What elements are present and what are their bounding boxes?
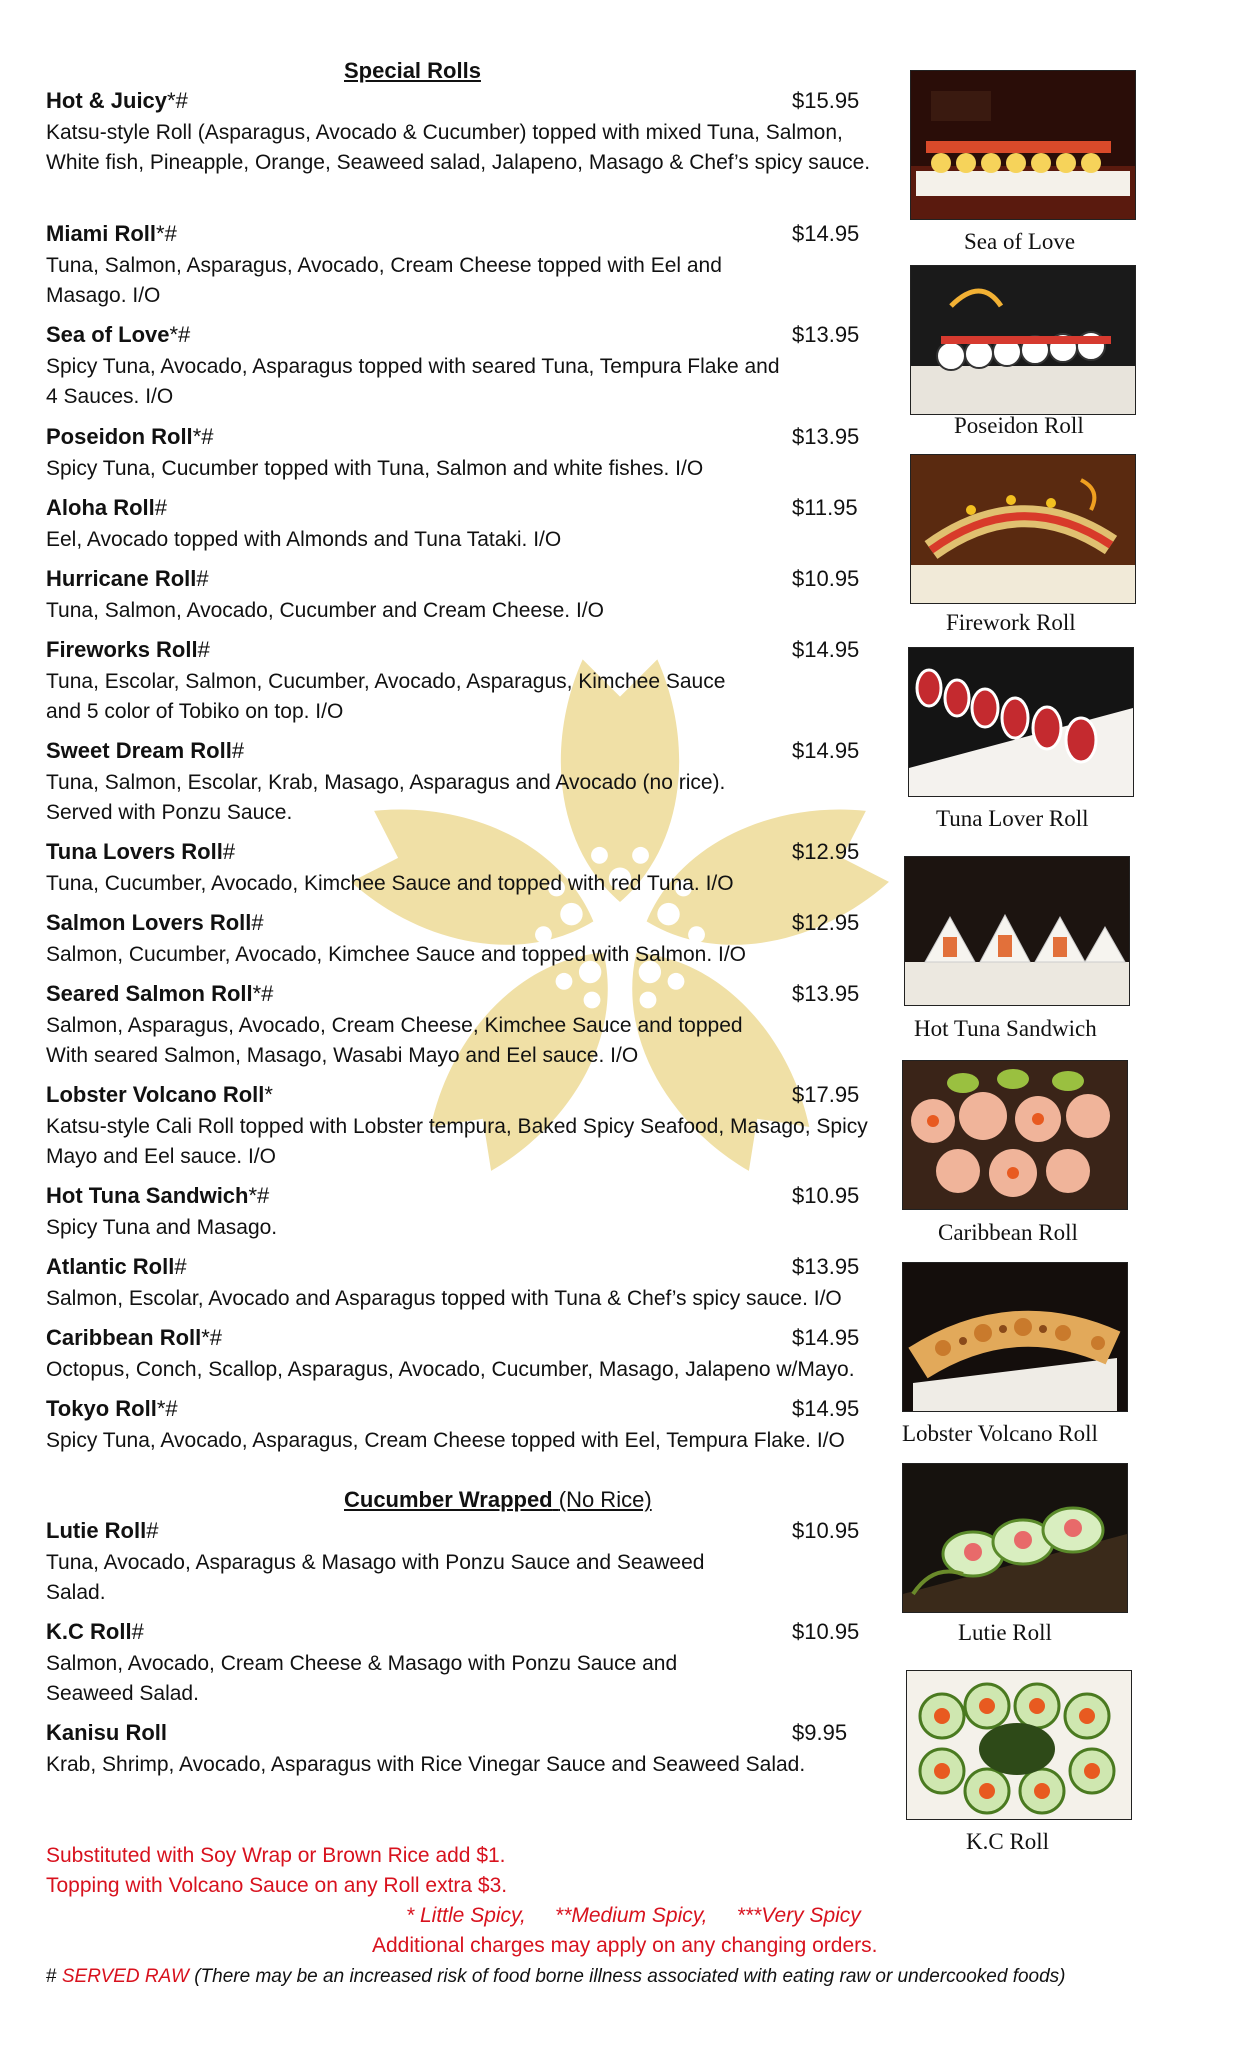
item-name: Tuna Lovers Roll#: [46, 839, 236, 864]
item-description: Salmon, Escolar, Avocado and Asparagus topped with Tuna & Chef’s spicy sauce. I/O: [46, 1287, 842, 1310]
photo-caption: Poseidon Roll: [954, 413, 1084, 438]
menu-item: [46, 322, 906, 412]
menu-item: [46, 1518, 906, 1608]
item-name: Sea of Love*#: [46, 322, 191, 347]
cucumber-wrapped-heading: Cucumber Wrapped (No Rice): [344, 1487, 652, 1512]
item-name: Caribbean Roll*#: [46, 1325, 223, 1350]
item-price: $13.95: [792, 424, 860, 449]
item-price: $11.95: [792, 495, 858, 520]
menu-item: [46, 221, 906, 311]
sushi-photo-icon: [902, 1463, 1128, 1613]
sushi-photo-icon: [910, 454, 1136, 604]
item-price: $13.95: [792, 322, 860, 347]
special-rolls-heading: Special Rolls: [344, 58, 481, 83]
photo-caption: K.C Roll: [966, 1829, 1050, 1854]
item-price: $10.95: [792, 1183, 860, 1208]
item-name: Sweet Dream Roll#: [46, 738, 245, 763]
menu-item: [46, 1396, 906, 1456]
item-name: Hurricane Roll#: [46, 566, 209, 591]
photo-caption: Firework Roll: [946, 610, 1076, 635]
item-description: Spicy Tuna, Cucumber topped with Tuna, Salmon and white fishes. I/O: [46, 457, 704, 480]
menu-item: [46, 981, 906, 1071]
menu-item: [46, 88, 906, 178]
volcano-sauce-note: Topping with Volcano Sauce on any Roll extra $3.: [46, 1874, 508, 1897]
item-name: Miami Roll*#: [46, 221, 177, 246]
sushi-photo-icon: [902, 1060, 1128, 1210]
item-name: Lutie Roll#: [46, 1518, 159, 1543]
item-description: Salmon, Asparagus, Avocado, Cream Cheese, Kimchee Sauce and topped With seared Salmon, Masago, Wasabi Mayo and Eel sauce. I/O: [46, 1014, 743, 1067]
menu-item: [46, 1254, 906, 1314]
item-price: $13.95: [792, 981, 860, 1006]
item-price: $14.95: [792, 637, 860, 662]
menu-item: [46, 566, 906, 626]
sushi-photo-icon: [910, 70, 1136, 220]
item-description: Katsu-style Cali Roll topped with Lobster tempura, Baked Spicy Seafood, Masago, Spicy Mayo and Eel sauce. I/O: [46, 1115, 868, 1168]
item-description: Tuna, Cucumber, Avocado, Kimchee Sauce and topped with red Tuna. I/O: [46, 872, 734, 895]
menu-item: [46, 637, 906, 727]
photo-caption: Tuna Lover Roll: [936, 806, 1089, 831]
menu-item: [46, 1325, 906, 1385]
item-description: Tuna, Avocado, Asparagus & Masago with Ponzu Sauce and Seaweed Salad.: [46, 1551, 705, 1604]
sushi-photo-icon: [908, 647, 1134, 797]
item-name: Fireworks Roll#: [46, 637, 210, 662]
menu-item: [46, 1720, 906, 1780]
item-description: Salmon, Avocado, Cream Cheese & Masago with Ponzu Sauce and Seaweed Salad.: [46, 1652, 678, 1705]
item-name: Hot & Juicy*#: [46, 88, 188, 113]
menu-item: [46, 495, 906, 555]
menu-item: [46, 910, 906, 970]
item-price: $12.95: [792, 839, 860, 864]
menu-item: [46, 424, 906, 484]
menu-item: [46, 1183, 906, 1243]
item-price: $14.95: [792, 738, 860, 763]
raw-warning: # SERVED RAW (There may be an increased risk of food borne illness associated with eating raw or undercooked foods): [46, 1966, 1066, 1987]
item-name: Lobster Volcano Roll*: [46, 1082, 273, 1107]
item-price: $14.95: [792, 1325, 860, 1350]
item-description: Spicy Tuna, Avocado, Asparagus, Cream Cheese topped with Eel, Tempura Flake. I/O: [46, 1429, 845, 1452]
item-name: Kanisu Roll: [46, 1720, 168, 1745]
item-name: Atlantic Roll#: [46, 1254, 187, 1279]
item-description: Tuna, Escolar, Salmon, Cucumber, Avocado, Asparagus, Kimchee Sauce and 5 color of Tobiko on top. I/O: [46, 670, 726, 723]
menu-item: [46, 839, 906, 899]
item-description: Tuna, Salmon, Escolar, Krab, Masago, Asparagus and Avocado (no rice). Served with Ponzu Sauce.: [46, 771, 726, 824]
item-price: $10.95: [792, 1619, 860, 1644]
item-description: Octopus, Conch, Scallop, Asparagus, Avocado, Cucumber, Masago, Jalapeno w/Mayo.: [46, 1358, 855, 1381]
menu-item: [46, 1619, 906, 1709]
spice-legend: * Little Spicy, **Medium Spicy, ***Very Spicy: [406, 1904, 861, 1927]
item-price: $9.95: [792, 1720, 848, 1745]
item-price: $14.95: [792, 1396, 860, 1421]
photo-caption: Lobster Volcano Roll: [902, 1421, 1098, 1446]
item-description: Eel, Avocado topped with Almonds and Tuna Tataki. I/O: [46, 528, 562, 551]
item-price: $10.95: [792, 566, 860, 591]
item-name: Hot Tuna Sandwich*#: [46, 1183, 270, 1208]
sushi-photo-icon: [904, 856, 1130, 1006]
item-name: Seared Salmon Roll*#: [46, 981, 274, 1006]
menu-item: [46, 1082, 906, 1172]
menu-item: [46, 738, 906, 828]
item-description: Krab, Shrimp, Avocado, Asparagus with Rice Vinegar Sauce and Seaweed Salad.: [46, 1753, 806, 1776]
item-description: Salmon, Cucumber, Avocado, Kimchee Sauce and topped with Salmon. I/O: [46, 943, 747, 966]
photo-caption: Lutie Roll: [958, 1620, 1052, 1645]
item-name: Poseidon Roll*#: [46, 424, 214, 449]
sushi-photo-icon: [910, 265, 1136, 415]
item-name: Tokyo Roll*#: [46, 1396, 178, 1421]
item-description: Spicy Tuna and Masago.: [46, 1216, 278, 1239]
photo-caption: Caribbean Roll: [938, 1220, 1078, 1245]
item-price: $14.95: [792, 221, 860, 246]
item-price: $15.95: [792, 88, 860, 113]
additional-charges-note: Additional charges may apply on any changing orders.: [372, 1934, 878, 1957]
photo-caption: Hot Tuna Sandwich: [914, 1016, 1097, 1041]
photo-caption: Sea of Love: [964, 229, 1076, 254]
item-description: Tuna, Salmon, Asparagus, Avocado, Cream Cheese topped with Eel and Masago. I/O: [46, 254, 722, 307]
no-rice-note: (No Rice): [558, 1487, 652, 1512]
item-price: $10.95: [792, 1518, 860, 1543]
item-name: Salmon Lovers Roll#: [46, 910, 264, 935]
item-description: Spicy Tuna, Avocado, Asparagus topped with seared Tuna, Tempura Flake and 4 Sauces. I/O: [46, 355, 780, 408]
item-price: $17.95: [792, 1082, 860, 1107]
item-description: Katsu-style Roll (Asparagus, Avocado & Cucumber) topped with mixed Tuna, Salmon, White fish, Pineapple, Orange, Seaweed salad, Jalapeno, Masago & Chef’s spicy sauce.: [46, 121, 871, 174]
item-name: Aloha Roll#: [46, 495, 168, 520]
sushi-photo-icon: [902, 1262, 1128, 1412]
item-name: K.C Roll#: [46, 1619, 144, 1644]
item-price: $12.95: [792, 910, 860, 935]
item-price: $13.95: [792, 1254, 860, 1279]
item-description: Tuna, Salmon, Avocado, Cucumber and Cream Cheese. I/O: [46, 599, 604, 622]
sushi-photo-icon: [906, 1670, 1132, 1820]
substitution-note: Substituted with Soy Wrap or Brown Rice add $1.: [46, 1844, 506, 1867]
